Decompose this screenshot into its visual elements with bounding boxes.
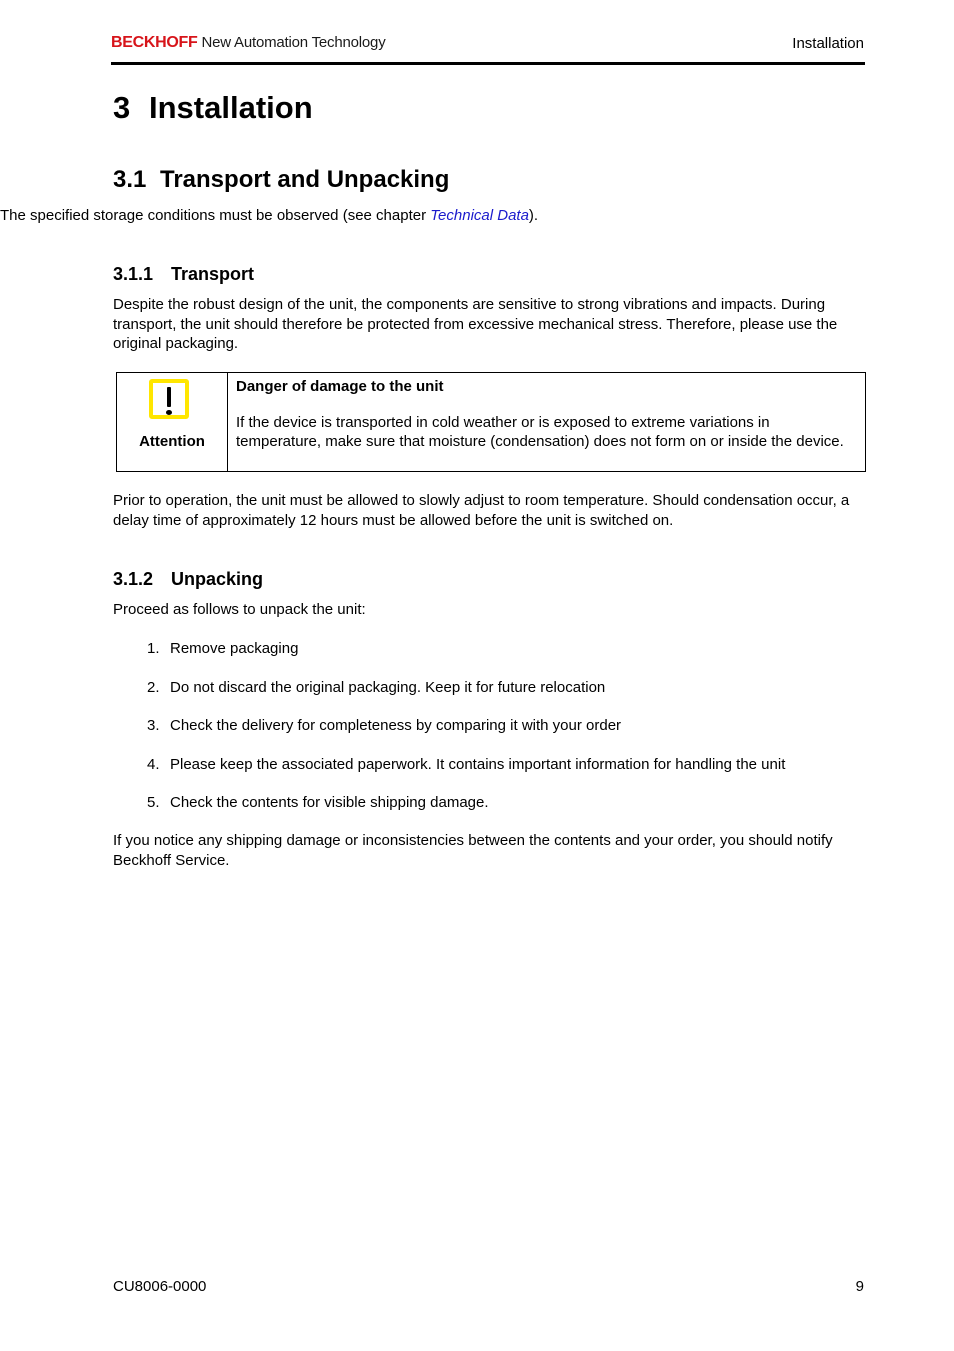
section-heading xyxy=(113,166,449,194)
attention-title: Danger of damage to the unit xyxy=(236,378,444,395)
condensation-paragraph: Prior to operation, the unit must be allowed to slowly adjust to room temperature. Should condensation occur, a delay time of approximately 12 hours must be allowed before the unit is switched on. xyxy=(113,492,850,529)
attention-content xyxy=(228,373,865,471)
list-item: 4. Please keep the associated paperwork. It contains important information for handling the unit xyxy=(147,755,786,773)
transport-paragraph: Despite the robust design of the unit, the components are sensitive to strong vibrations and impacts. During transport, the unit should therefore be protected from excessive mechanical stress. Therefore, please use the original packaging. xyxy=(113,296,838,352)
attention-body: If the device is transported in cold weather or is exposed to extreme variations in temperature, make sure that moisture (condensation) does not form on or inside the device. xyxy=(236,413,844,450)
unpacking-title: Unpacking xyxy=(171,569,264,589)
header-section-name: Installation xyxy=(792,35,864,52)
transport-heading xyxy=(113,264,254,285)
footer-page-number: 9 xyxy=(855,1278,864,1295)
transport-number: 3.1.1 xyxy=(113,264,154,284)
chapter-heading xyxy=(113,90,313,126)
exclamation-icon xyxy=(149,379,189,419)
list-item: 2. Do not discard the original packaging. Keep it for future relocation xyxy=(147,678,606,696)
section-number: 3.1 xyxy=(113,166,147,193)
chapter-title: Installation xyxy=(149,90,313,125)
unpacking-steps xyxy=(113,639,785,832)
footer-doc-id: CU8006-0000 xyxy=(113,1278,207,1295)
chapter-number: 3 xyxy=(113,90,131,125)
unpacking-heading xyxy=(113,569,263,590)
transport-title: Transport xyxy=(171,264,255,284)
list-item: 5. Check the contents for visible shipping damage. xyxy=(147,794,489,811)
attention-icon-cell xyxy=(117,373,228,471)
brand-tagline: New Automation Technology xyxy=(201,34,386,51)
intro-paragraph: The specified storage conditions must be observed (see chapter Technical Data). xyxy=(0,207,539,224)
unpacking-number: 3.1.2 xyxy=(113,569,154,589)
list-item: 3. Check the delivery for completeness by comparing it with your order xyxy=(147,717,622,734)
page-header xyxy=(111,32,865,65)
brand-name: BECKHOFF xyxy=(111,34,198,51)
closing-paragraph: If you notice any shipping damage or inconsistencies between the contents and your order, you should notify Beckhoff Service. xyxy=(113,832,833,869)
technical-data-link[interactable]: Technical Data xyxy=(430,207,529,224)
attention-label: Attention xyxy=(139,433,205,450)
beckhoff-logo xyxy=(111,34,386,52)
unpacking-intro: Proceed as follows to unpack the unit: xyxy=(113,601,366,618)
attention-box xyxy=(116,372,866,472)
list-item: 1. Remove packaging xyxy=(147,640,299,657)
section-title: Transport and Unpacking xyxy=(160,166,450,193)
